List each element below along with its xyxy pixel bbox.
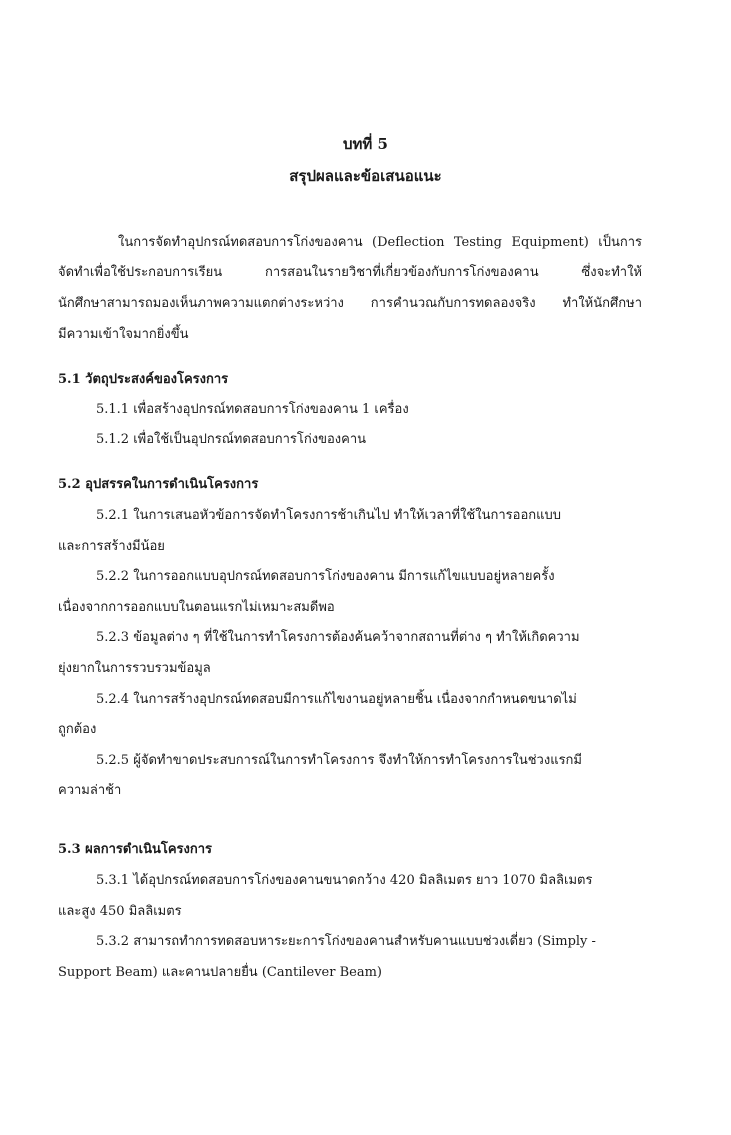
intro-line-2: จัดทำเพื่อใช้ประกอบการเรียน การสอนในรายวิชาที่เกี่ยวข้องกับการโก่งของคาน ซึ่งจะทำให้ (58, 265, 642, 280)
intro-line-3: นักศึกษาสามารถมองเห็นภาพความแตกต่างระหว่าง การคำนวณกับการทดลองจริง ทำให้นักศึกษา (58, 296, 642, 311)
intro-line-4: มีความเข้าใจมากยิ่งขึ้น (58, 327, 189, 342)
section-5-3-line-2: และสูง 450 มิลลิเมตร (58, 904, 182, 919)
section-5-2-line-3: 5.2.2 ในการออกแบบอุปกรณ์ทดสอบการโก่งของคาน มีการแก้ไขแบบอยู่หลายครั้ง (96, 569, 555, 584)
chapter-title: สรุปผลและข้อเสนอแนะ (289, 167, 442, 185)
section-5-1-item-1: 5.1.1 เพื่อสร้างอุปกรณ์ทดสอบการโก่งของคาน 1 เครื่อง (96, 402, 409, 417)
section-5-3-line-1: 5.3.1 ได้อุปกรณ์ทดสอบการโก่งของคานขนาดกว้าง 420 มิลลิเมตร ยาว 1070 มิลลิเมตร (96, 873, 593, 888)
section-5-2-line-5: 5.2.3 ข้อมูลต่าง ๆ ที่ใช้ในการทำโครงการต้องค้นคว้าจากสถานที่ต่าง ๆ ทำให้เกิดความ (96, 630, 580, 645)
section-5-2-line-7: 5.2.4 ในการสร้างอุปกรณ์ทดสอบมีการแก้ไขงานอยู่หลายชิ้น เนื่องจากกำหนดขนาดไม่ (96, 692, 577, 707)
section-5-2-line-1: 5.2.1 ในการเสนอหัวข้อการจัดทำโครงการช้าเกินไป ทำให้เวลาที่ใช้ในการออกแบบ (96, 508, 562, 523)
chapter-number: บทที่ 5 (343, 135, 388, 153)
intro-line-1: ในการจัดทำอุปกรณ์ทดสอบการโก่งของคาน (Deflection Testing Equipment) เป็นการ (118, 235, 642, 250)
section-5-1-item-2: 5.1.2 เพื่อใช้เป็นอุปกรณ์ทดสอบการโก่งของคาน (96, 432, 367, 447)
section-5-3-heading: 5.3 ผลการดำเนินโครงการ (58, 842, 213, 857)
section-5-2-line-10: ความล่าช้า (58, 783, 122, 798)
section-5-2-line-6: ยุ่งยากในการรวบรวมข้อมูล (58, 661, 211, 676)
section-5-3-line-4: Support Beam) และคานปลายยื่น (Cantilever Beam) (58, 965, 382, 980)
section-5-2-line-9: 5.2.5 ผู้จัดทำขาดประสบการณ์ในการทำโครงการ จึงทำให้การทำโครงการในช่วงแรกมี (96, 753, 582, 768)
section-5-1-heading: 5.1 วัตถุประสงค์ของโครงการ (58, 372, 229, 387)
section-5-2-line-2: และการสร้างมีน้อย (58, 539, 165, 554)
section-5-2-line-4: เนื่องจากการออกแบบในตอนแรกไม่เหมาะสมดีพอ (58, 600, 335, 615)
section-5-3-line-3: 5.3.2 สามารถทำการทดสอบหาระยะการโก่งของคานสำหรับคานแบบช่วงเดี่ยว (Simply - (96, 934, 596, 949)
section-5-2-line-8: ถูกต้อง (58, 722, 97, 737)
section-5-2-heading: 5.2 อุปสรรคในการดำเนินโครงการ (58, 477, 259, 492)
